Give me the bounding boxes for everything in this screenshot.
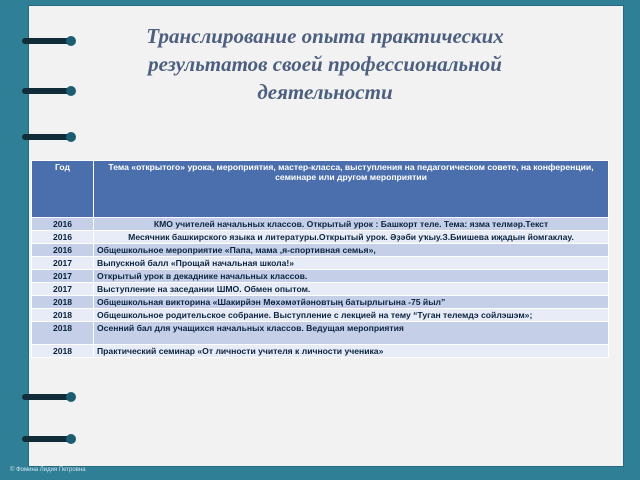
row-year: 2018 bbox=[32, 345, 94, 358]
row-text: Осенний бал для учащихся начальных классов. Ведущая мероприятия bbox=[94, 322, 609, 345]
row-year: 2017 bbox=[32, 283, 94, 296]
slide-title bbox=[95, 22, 555, 106]
row-text: Открытый урок в декаднике начальных классов. bbox=[94, 270, 609, 283]
table-row bbox=[32, 270, 609, 283]
title-line-2: результатов своей профессиональной bbox=[148, 52, 502, 76]
row-text: Выступление на заседании ШМО. Обмен опытом. bbox=[94, 283, 609, 296]
table-row bbox=[32, 231, 609, 244]
row-year: 2018 bbox=[32, 322, 94, 345]
author-footer: © Фомина Лидия Петровна bbox=[10, 467, 86, 473]
table-header-row bbox=[32, 161, 609, 218]
row-text: Практический семинар «От личности учителя к личности ученика» bbox=[94, 345, 609, 358]
row-text: КМО учителей начальных классов. Открытый урок : Башкорт теле. Тема: язма телмәр.Текст bbox=[94, 218, 609, 231]
binder-ring bbox=[22, 82, 80, 100]
row-year: 2016 bbox=[32, 231, 94, 244]
table-row bbox=[32, 257, 609, 270]
row-text: Общешкольная викторина «Шакирйэн Мөхәмәтйәновтың батырлыгына -75 йыл” bbox=[94, 296, 609, 309]
binder-ring bbox=[22, 32, 80, 50]
binder-ring bbox=[22, 430, 80, 448]
experience-table bbox=[31, 160, 609, 358]
header-description: Тема «открытого» урока, мероприятия, мастер-класса, выступления на педагогическом совете, на конференции, семинаре или другом мероприятии bbox=[94, 161, 609, 218]
table-row bbox=[32, 322, 609, 345]
row-year: 2016 bbox=[32, 218, 94, 231]
row-text: Выпускной балл «Прощай начальная школа!» bbox=[94, 257, 609, 270]
table-row bbox=[32, 296, 609, 309]
table-row bbox=[32, 283, 609, 296]
title-line-1: Транслирование опыта практических bbox=[146, 24, 504, 48]
table-row bbox=[32, 244, 609, 257]
table-row bbox=[32, 345, 609, 358]
binder-ring bbox=[22, 388, 80, 406]
row-year: 2017 bbox=[32, 257, 94, 270]
row-year: 2018 bbox=[32, 296, 94, 309]
binder-ring bbox=[22, 128, 80, 146]
row-text: Общешкольное мероприятие «Папа, мама ,я-спортивная семья», bbox=[94, 244, 609, 257]
header-year: Год bbox=[32, 161, 94, 218]
row-year: 2018 bbox=[32, 309, 94, 322]
row-text: Общешкольное родительское собрание. Выступление с лекцией на тему “Туган телемдэ сойлэшэм»; bbox=[94, 309, 609, 322]
row-year: 2017 bbox=[32, 270, 94, 283]
table-row bbox=[32, 309, 609, 322]
table-row bbox=[32, 218, 609, 231]
title-line-3: деятельности bbox=[257, 80, 393, 104]
row-text: Месячник башкирского языка и литературы.Открытый урок. Әҙәби уҡыу.З.Биишева иҗадын йомгаклау. bbox=[94, 231, 609, 244]
row-year: 2016 bbox=[32, 244, 94, 257]
